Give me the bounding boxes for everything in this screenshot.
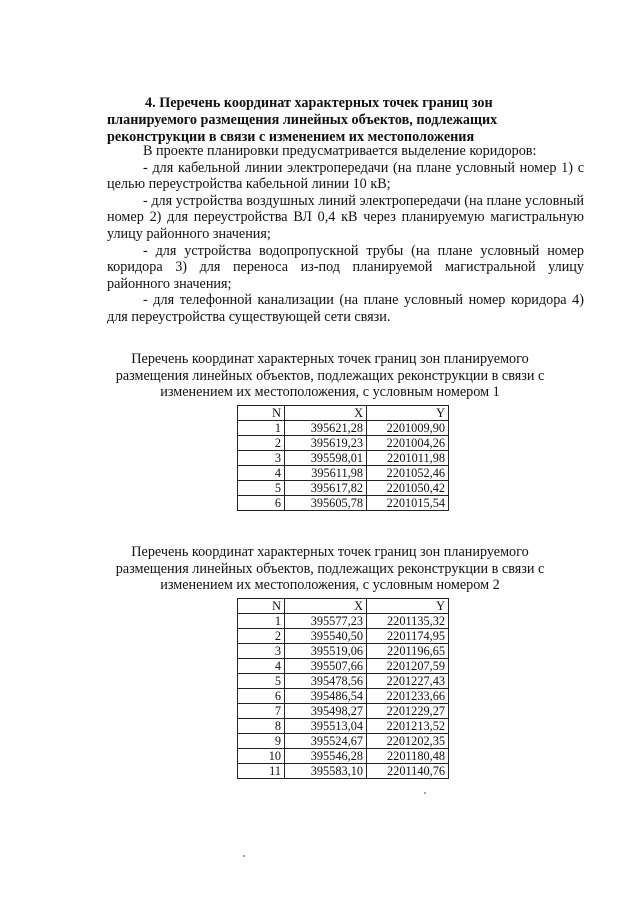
table-row <box>238 614 449 629</box>
table-row <box>238 629 449 644</box>
x-coordinate-cell: 395546,28 <box>285 749 367 764</box>
y-coordinate-cell: 2201140,76 <box>367 764 449 779</box>
paragraph-corridor-2: - для устройства воздушных линий электропередачи (на плане условный номер 2) для переустройства ВЛ 0,4 кВ через планируемую магистральную улицу районного значения; <box>107 192 584 242</box>
y-coordinate-cell: 2201196,65 <box>367 644 449 659</box>
y-coordinate-cell: 2201052,46 <box>367 466 449 481</box>
y-coordinate-cell: 2201227,43 <box>367 674 449 689</box>
point-number-cell: 4 <box>238 659 285 674</box>
paragraph-intro: В проекте планировки предусматривается выделение коридоров: <box>143 143 537 159</box>
table-row <box>238 764 449 779</box>
point-number-cell: 9 <box>238 734 285 749</box>
table-row <box>238 436 449 451</box>
x-coordinate-cell: 395611,98 <box>285 466 367 481</box>
table-row <box>238 719 449 734</box>
paragraph-corridor-4: - для телефонной канализации (на плане условный номер коридора 4) для переустройства существующей сети связи. <box>107 292 584 325</box>
table-row <box>238 496 449 511</box>
header-y: Y <box>367 599 449 614</box>
table-row <box>238 481 449 496</box>
x-coordinate-cell: 395598,01 <box>285 451 367 466</box>
table-row <box>238 704 449 719</box>
heading-line-3: реконструкции в связи с изменением их местоположения <box>107 129 475 145</box>
point-number-cell: 7 <box>238 704 285 719</box>
point-number-cell: 3 <box>238 644 285 659</box>
y-coordinate-cell: 2201229,27 <box>367 704 449 719</box>
header-n: N <box>238 599 285 614</box>
x-coordinate-cell: 395507,66 <box>285 659 367 674</box>
table-row <box>238 749 449 764</box>
table-row <box>238 659 449 674</box>
heading-line-2: планируемого размещения линейных объектов, подлежащих <box>107 112 498 128</box>
x-coordinate-cell: 395478,56 <box>285 674 367 689</box>
table-header-row <box>238 406 449 421</box>
header-n: N <box>238 406 285 421</box>
y-coordinate-cell: 2201207,59 <box>367 659 449 674</box>
point-number-cell: 10 <box>238 749 285 764</box>
point-number-cell: 1 <box>238 614 285 629</box>
point-number-cell: 2 <box>238 629 285 644</box>
x-coordinate-cell: 395524,67 <box>285 734 367 749</box>
table-row <box>238 674 449 689</box>
y-coordinate-cell: 2201004,26 <box>367 436 449 451</box>
point-number-cell: 1 <box>238 421 285 436</box>
point-number-cell: 5 <box>238 481 285 496</box>
coordinates-table-1 <box>237 405 449 511</box>
table-2-caption: Перечень координат характерных точек границ зон планируемого размещения линейных объектов, подлежащих реконструкции в связи с изменением их местоположения, с условным номером 2 <box>115 544 545 594</box>
table-1-caption: Перечень координат характерных точек границ зон планируемого размещения линейных объектов, подлежащих реконструкции в связи с изменением их местоположения, с условным номером 1 <box>115 351 545 401</box>
point-number-cell: 2 <box>238 436 285 451</box>
point-number-cell: 3 <box>238 451 285 466</box>
table-row <box>238 466 449 481</box>
y-coordinate-cell: 2201135,32 <box>367 614 449 629</box>
x-coordinate-cell: 395513,04 <box>285 719 367 734</box>
x-coordinate-cell: 395617,82 <box>285 481 367 496</box>
x-coordinate-cell: 395619,23 <box>285 436 367 451</box>
header-y: Y <box>367 406 449 421</box>
x-coordinate-cell: 395498,27 <box>285 704 367 719</box>
heading-line-1: 4. Перечень координат характерных точек границ зон <box>145 95 493 111</box>
point-number-cell: 11 <box>238 764 285 779</box>
x-coordinate-cell: 395621,28 <box>285 421 367 436</box>
y-coordinate-cell: 2201174,95 <box>367 629 449 644</box>
x-coordinate-cell: 395519,06 <box>285 644 367 659</box>
x-coordinate-cell: 395540,50 <box>285 629 367 644</box>
x-coordinate-cell: 395605,78 <box>285 496 367 511</box>
y-coordinate-cell: 2201202,35 <box>367 734 449 749</box>
paragraph-corridor-3: - для устройства водопропускной трубы (на плане условный номер коридора 3) для переноса из-под планируемой магистральной улицу районного значения; <box>107 242 584 292</box>
y-coordinate-cell: 2201015,54 <box>367 496 449 511</box>
x-coordinate-cell: 395583,10 <box>285 764 367 779</box>
y-coordinate-cell: 2201050,42 <box>367 481 449 496</box>
header-x: X <box>285 599 367 614</box>
table-row <box>238 689 449 704</box>
table-2-body <box>238 614 449 779</box>
y-coordinate-cell: 2201011,98 <box>367 451 449 466</box>
paragraph-corridor-1: - для кабельной линии электропередачи (на плане условный номер 1) с целью переустройства кабельной линии 10 кВ; <box>107 159 584 193</box>
y-coordinate-cell: 2201213,52 <box>367 719 449 734</box>
point-number-cell: 5 <box>238 674 285 689</box>
table-row <box>238 734 449 749</box>
point-number-cell: 6 <box>238 689 285 704</box>
point-number-cell: 8 <box>238 719 285 734</box>
point-number-cell: 6 <box>238 496 285 511</box>
section-heading <box>107 95 584 146</box>
x-coordinate-cell: 395577,23 <box>285 614 367 629</box>
x-coordinate-cell: 395486,54 <box>285 689 367 704</box>
table-header-row <box>238 599 449 614</box>
table-row <box>238 451 449 466</box>
table-row <box>238 644 449 659</box>
table-1-body <box>238 421 449 511</box>
y-coordinate-cell: 2201009,90 <box>367 421 449 436</box>
header-x: X <box>285 406 367 421</box>
scan-speck <box>424 792 426 794</box>
y-coordinate-cell: 2201233,66 <box>367 689 449 704</box>
table-row <box>238 421 449 436</box>
body-text <box>107 143 584 326</box>
y-coordinate-cell: 2201180,48 <box>367 749 449 764</box>
point-number-cell: 4 <box>238 466 285 481</box>
coordinates-table-2 <box>237 598 449 779</box>
scan-speck <box>243 855 245 857</box>
